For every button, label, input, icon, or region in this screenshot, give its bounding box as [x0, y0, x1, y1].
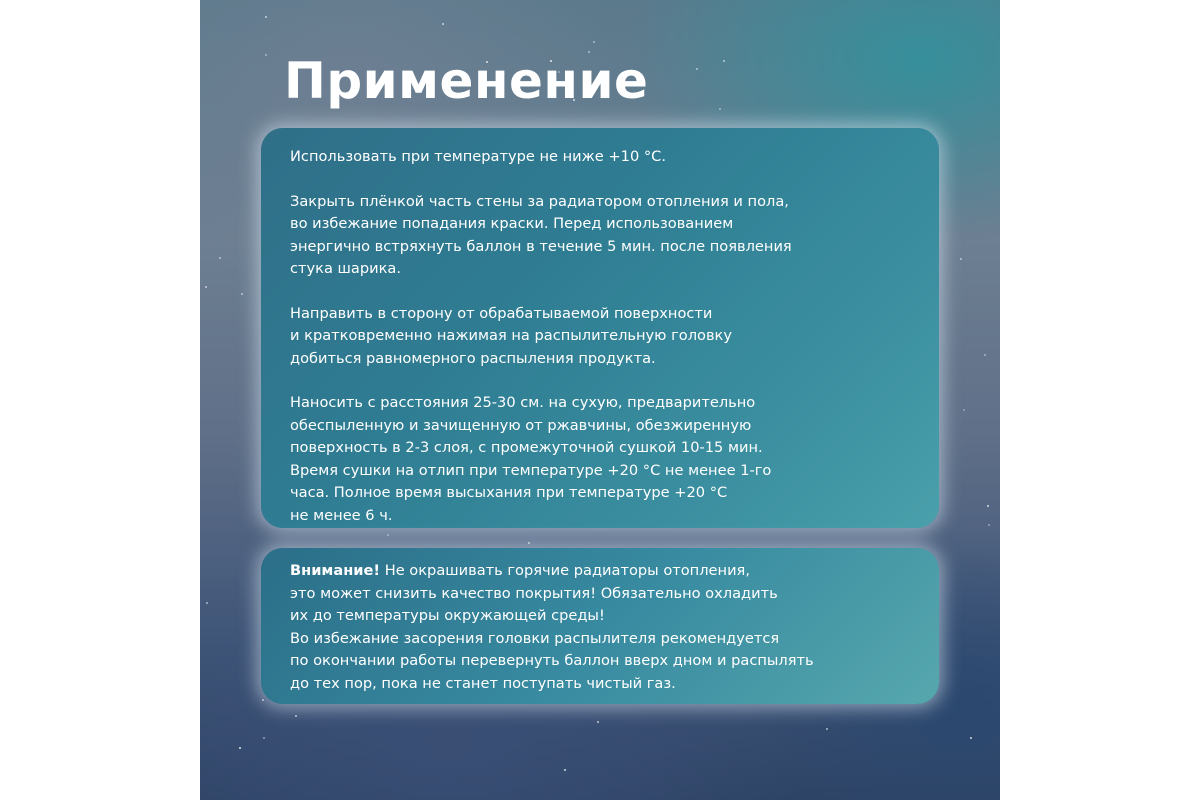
text-line: и кратковременно нажимая на распылительную головку — [290, 327, 733, 344]
star — [723, 60, 725, 62]
instructions-paragraph-1 — [290, 146, 919, 169]
text-line: часа. Полное время высыхания при температуре +20 °С — [290, 484, 728, 501]
poster — [200, 0, 1000, 800]
warning-first-line — [290, 560, 919, 583]
warning-card — [261, 548, 939, 704]
star — [263, 737, 265, 739]
warning-first-line-text: Не окрашивать горячие радиаторы отопления, — [380, 562, 750, 579]
star — [239, 747, 241, 749]
text-line: Использовать при температуре не ниже +10 °С. — [290, 148, 666, 165]
star — [719, 108, 721, 110]
star — [970, 737, 972, 739]
warning-paragraph — [290, 560, 919, 695]
instructions-paragraph-4 — [290, 392, 919, 527]
star — [963, 409, 965, 411]
star — [295, 715, 297, 717]
text-line: стука шарика. — [290, 260, 401, 277]
text-line: не менее 6 ч. — [290, 506, 393, 524]
star — [593, 41, 595, 43]
text-line: до тех пор, пока не станет поступать чистый газ. — [290, 674, 676, 692]
text-line: поверхность в 2-3 слоя, с промежуточной сушкой 10-15 мин. — [290, 439, 763, 456]
warning-label: Внимание! — [290, 562, 381, 579]
text-line: энергично встряхнуть баллон в течение 5 мин. после появления — [290, 237, 792, 255]
instructions-paragraph-2 — [290, 191, 919, 281]
text-line: по окончании работы перевернуть баллон вверх дном и распылять — [290, 652, 814, 669]
instructions-card — [261, 128, 939, 528]
text-line: их до температуры окружающей среды! — [290, 607, 605, 624]
star — [826, 728, 828, 730]
text-line: добиться равномерного распыления продукта. — [290, 349, 656, 367]
star — [265, 54, 267, 56]
page-title: Применение — [284, 52, 649, 110]
star — [528, 542, 530, 544]
text-line: обеспыленную и зачищенную от ржавчины, обезжиренную — [290, 416, 752, 434]
star — [442, 23, 444, 25]
star — [988, 524, 990, 526]
star — [206, 602, 208, 604]
text-line: Время сушки на отлип при температуре +20 °С не менее 1-го — [290, 461, 772, 479]
text-line: Во избежание засорения головки распылителя рекомендуется — [290, 629, 780, 647]
star — [987, 505, 989, 507]
star — [564, 769, 566, 771]
star — [265, 16, 267, 18]
text-line: Закрыть плёнкой часть стены за радиатором отопления и пола, — [290, 192, 789, 210]
star — [387, 534, 389, 536]
text-line: во избежание попадания краски. Перед использованием — [290, 215, 734, 232]
star — [597, 721, 599, 723]
text-line: это может снизить качество покрытия! Обязательно охладить — [290, 584, 778, 602]
star — [696, 68, 698, 70]
star — [262, 699, 264, 701]
instructions-paragraph-3 — [290, 303, 919, 371]
star — [960, 258, 962, 260]
star — [205, 286, 207, 288]
star — [984, 354, 986, 356]
text-line: Наносить с расстояния 25-30 см. на сухую, предварительно — [290, 394, 756, 411]
star — [219, 257, 221, 259]
star — [241, 293, 243, 295]
text-line: Направить в сторону от обрабатываемой поверхности — [290, 304, 713, 322]
